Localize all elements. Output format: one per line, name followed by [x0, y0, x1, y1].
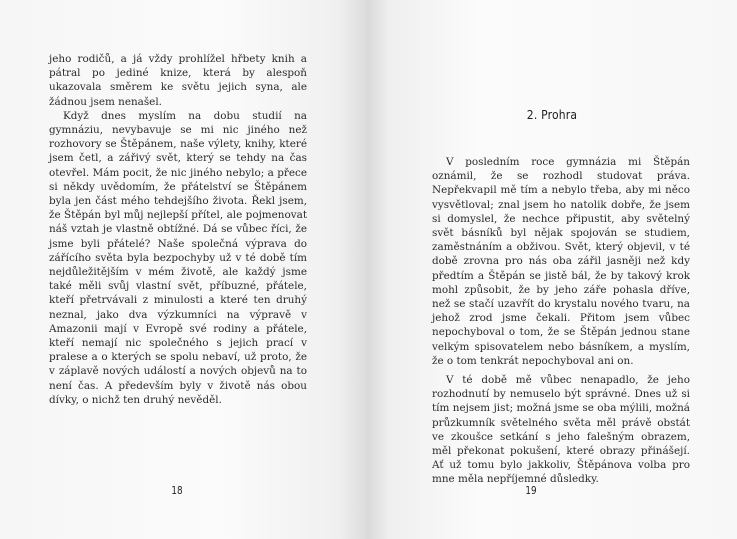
left-page — [0, 0, 367, 539]
right-page — [367, 0, 737, 539]
right-paragraph-1: V posledním roce gymnázia mi Štěpán oznámil, že se rozhodl studovat práva. Nepřekvapil mě tím a nebylo třeba, aby mi něco vysvětloval; znal jsem ho natolik dobře, že jsem si domyslel, že nechce připustit, aby světelný svět básníků byl nějak spojován se studiem, zaměstnáním a obživou. Svět, který objevil, v té době zrovna pro nás oba zářil jasněji než kdy předtím a Štěpán se jistě bál, že by takový krok mohl způsobit, že by jeho záře pohasla dříve, než se stačí uzavřít do krystalu nového tvaru, na jehož zrod jsme čekali. Přitom jsem vůbec nepochyboval o tom, že se Štěpán jednou stane velkým spisovatelem nebo básníkem, a myslím, že o tom tenkrát nepochyboval ani on. — [432, 156, 690, 367]
left-paragraph-2: Když dnes myslím na dobu studií na gymnáziu, nevybavuje se mi nic jiného než rozhovory se Štěpánem, naše výlety, knihy, které jsem četl, a zářivý svět, který se tehdy na čas otevřel. Mám pocit, že nic jiného nebylo; a přece si někdy uvědomím, že přátelství se Štěpánem byla jen část mého tehdejšího života. Řekl jsem, že Štěpán byl můj nejlepší přítel, ale pojmenovat náš vztah je vlastně obtížné. Dá se vůbec říci, že jsme byli přátelé? Naše společná výprava do zářícího světa byla bezpochyby už v té době tím nejdůležitějším v mém životě, ale každý jsme také měli svůj vlastní svět, příbuzné, přátele, kteří přetrvávali z minulosti a které ten druhý neznal, jako dva výzkumníci na výpravě v Amazonii mají v Evropě své rodiny a přátele, kteří nemají nic společného s jejich prací v pralese a o kterých se spolu nebaví, už proto, že v záplavě nových událostí a nových objevů na to není čas. A především byly v životě nás obou dívky, o nichž ten druhý nevěděl. — [49, 109, 307, 406]
right-paragraph-2: V té době mě vůbec nenapadlo, že jeho rozhodnutí by nemuselo být správné. Dnes už si tím nejsem jist; možná jsme se oba mýlili, možná průzkumník světelného světa měl právě obstát ve zkoušce setkání s jeho falešným obrazem, měl překonat pokušení, které obrazy přinášejí. Ať už tomu bylo jakkoliv, Štěpánova volba pro mne měla nepříjemné důsledky. — [432, 374, 690, 486]
right-page-number: 19 — [525, 484, 537, 497]
chapter-title: 2. Prohra — [526, 108, 578, 122]
right-page-body — [432, 155, 690, 487]
left-page-body — [49, 52, 307, 407]
left-page-number: 18 — [171, 484, 183, 497]
left-paragraph-1: jeho rodičů, a já vždy prohlížel hřbety knih a pátral po jediné knize, která by alespoň ukazovala směrem ke světu jejich syna, ale žádnou jsem nenašel. — [49, 53, 307, 108]
